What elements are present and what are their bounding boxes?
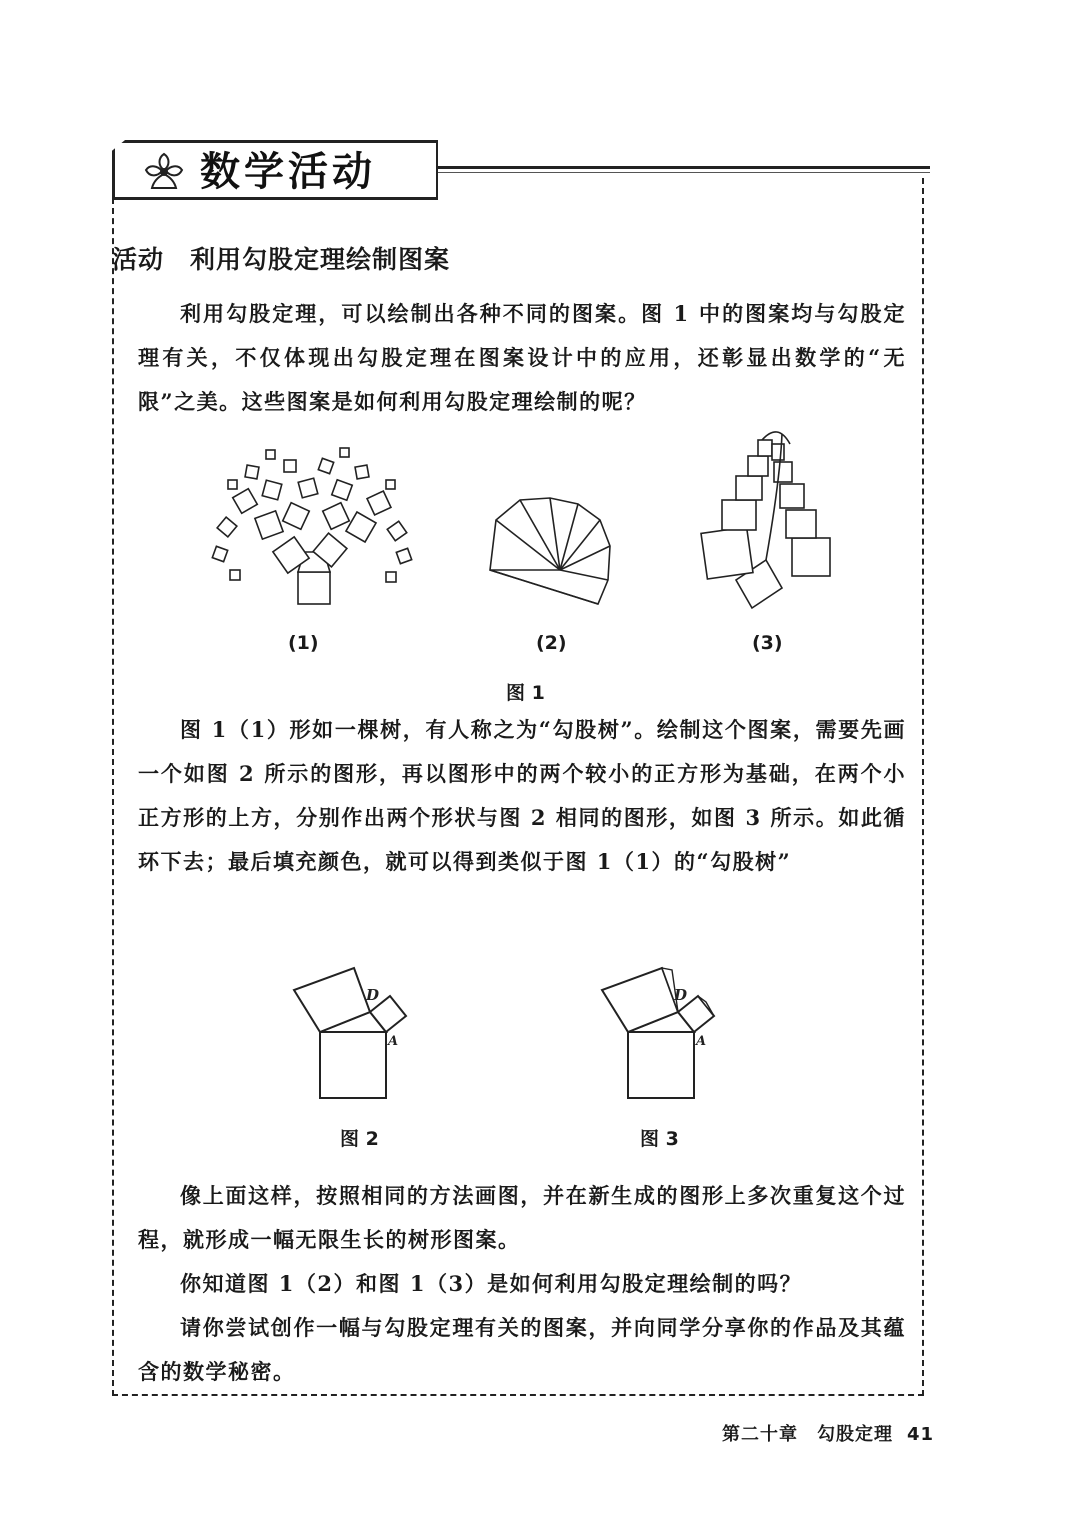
activity-heading [112,240,450,276]
activity-label: 活动 [112,245,165,274]
stacked-square-spire-drawing [701,432,830,608]
chapter-label: 第二十章 勾股定理 [722,1424,893,1445]
figure-2-caption: 图 2 [340,1128,379,1150]
figure-1-subcaption-3: (3) [752,632,783,654]
figure-2-label-d: D [366,986,380,1004]
paragraph-intro: 利用勾股定理，可以绘制出各种不同的图案。图 1 中的图案均与勾股定理有关，不仅体现出勾股定理在图案设计中的应用，还彰显出数学的“无限”之美。这些图案是如何利用勾股定理绘制的呢？ [138,301,906,414]
paragraph-invitation: 请你尝试创作一幅与勾股定理有关的图案，并向同学分享你的作品及其蕴含的数学秘密。 [138,1315,906,1384]
figure-2-label-a: A [388,1034,399,1049]
right-triangle-fan-drawing [490,498,610,604]
paragraph-tree-explanation: 图 1（1）形如一棵树，有人称之为“勾股树”。绘制这个图案，需要先画一个如图 2 所示的图形，再以图形中的两个较小的正方形为基础，在两个小正方形的上方，分别作出两个形状与图 2 相同的图形，如图 3 所示。如此循环下去；最后填充颜色，就可以得到类似于图 1（1）的“勾股树” [138,717,906,874]
figure-3-label-a: A [696,1034,707,1049]
paragraph-question: 你知道图 1（2）和图 1（3）是如何利用勾股定理绘制的吗？ [180,1271,803,1296]
paragraph-repeat-process: 像上面这样，按照相同的方法画图，并在新生成的图形上多次重复这个过程，就形成一幅无限生长的树形图案。 [138,1183,906,1252]
header-rule-thin [438,172,930,173]
figure-3-diagram [596,950,756,1110]
page-number: 41 [907,1424,935,1445]
figure-1-subcaption-2: (2) [536,632,567,654]
figure-1-patterns [200,420,860,620]
flower-ornament-icon [138,148,190,194]
pythagoras-tree-drawing [212,448,411,604]
page-footer [722,1420,934,1446]
figure-2-diagram [288,950,448,1110]
figure-3-label-d: D [674,986,688,1004]
figure-1-caption: 图 1 [506,682,545,704]
figure-1-subcaption-1: (1) [288,632,319,654]
figure-3-caption: 图 3 [640,1128,679,1150]
section-title: 数学活动 [200,149,376,195]
activity-title-text: 利用勾股定理绘制图案 [190,245,451,274]
header-rule [438,166,930,169]
